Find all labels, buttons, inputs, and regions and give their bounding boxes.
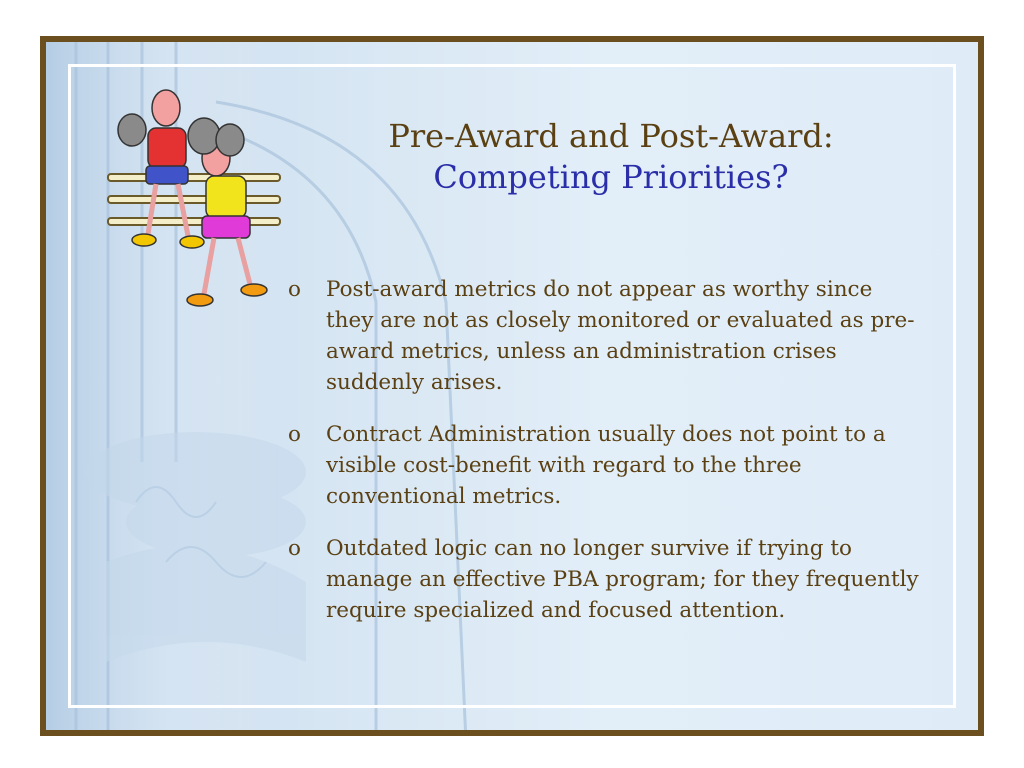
bullet-text: Post-award metrics do not appear as worthy since they are not as closely monitored or evaluated as pre-award metrics, unless an administration crises suddenly arises.: [326, 277, 915, 395]
slide-frame: [40, 36, 984, 736]
bullet-text: Contract Administration usually does not point to a visible cost-benefit with regard to the three conventional metrics.: [326, 422, 886, 509]
bullet-item: [286, 419, 926, 512]
bullet-item: [286, 533, 926, 626]
title-line-2: Competing Priorities?: [433, 158, 789, 196]
slide-title: [296, 116, 926, 198]
boxing-clipart-image: [104, 84, 294, 324]
bullet-item: [286, 274, 926, 398]
bullet-marker: o: [288, 536, 301, 561]
title-line-1: Pre-Award and Post-Award:: [388, 117, 834, 155]
bullet-list: [286, 274, 926, 647]
bullet-marker: o: [288, 422, 301, 447]
bullet-marker: o: [288, 277, 301, 302]
bullet-text: Outdated logic can no longer survive if trying to manage an effective PBA program; for they frequently require specialized and focused attention.: [326, 536, 919, 623]
